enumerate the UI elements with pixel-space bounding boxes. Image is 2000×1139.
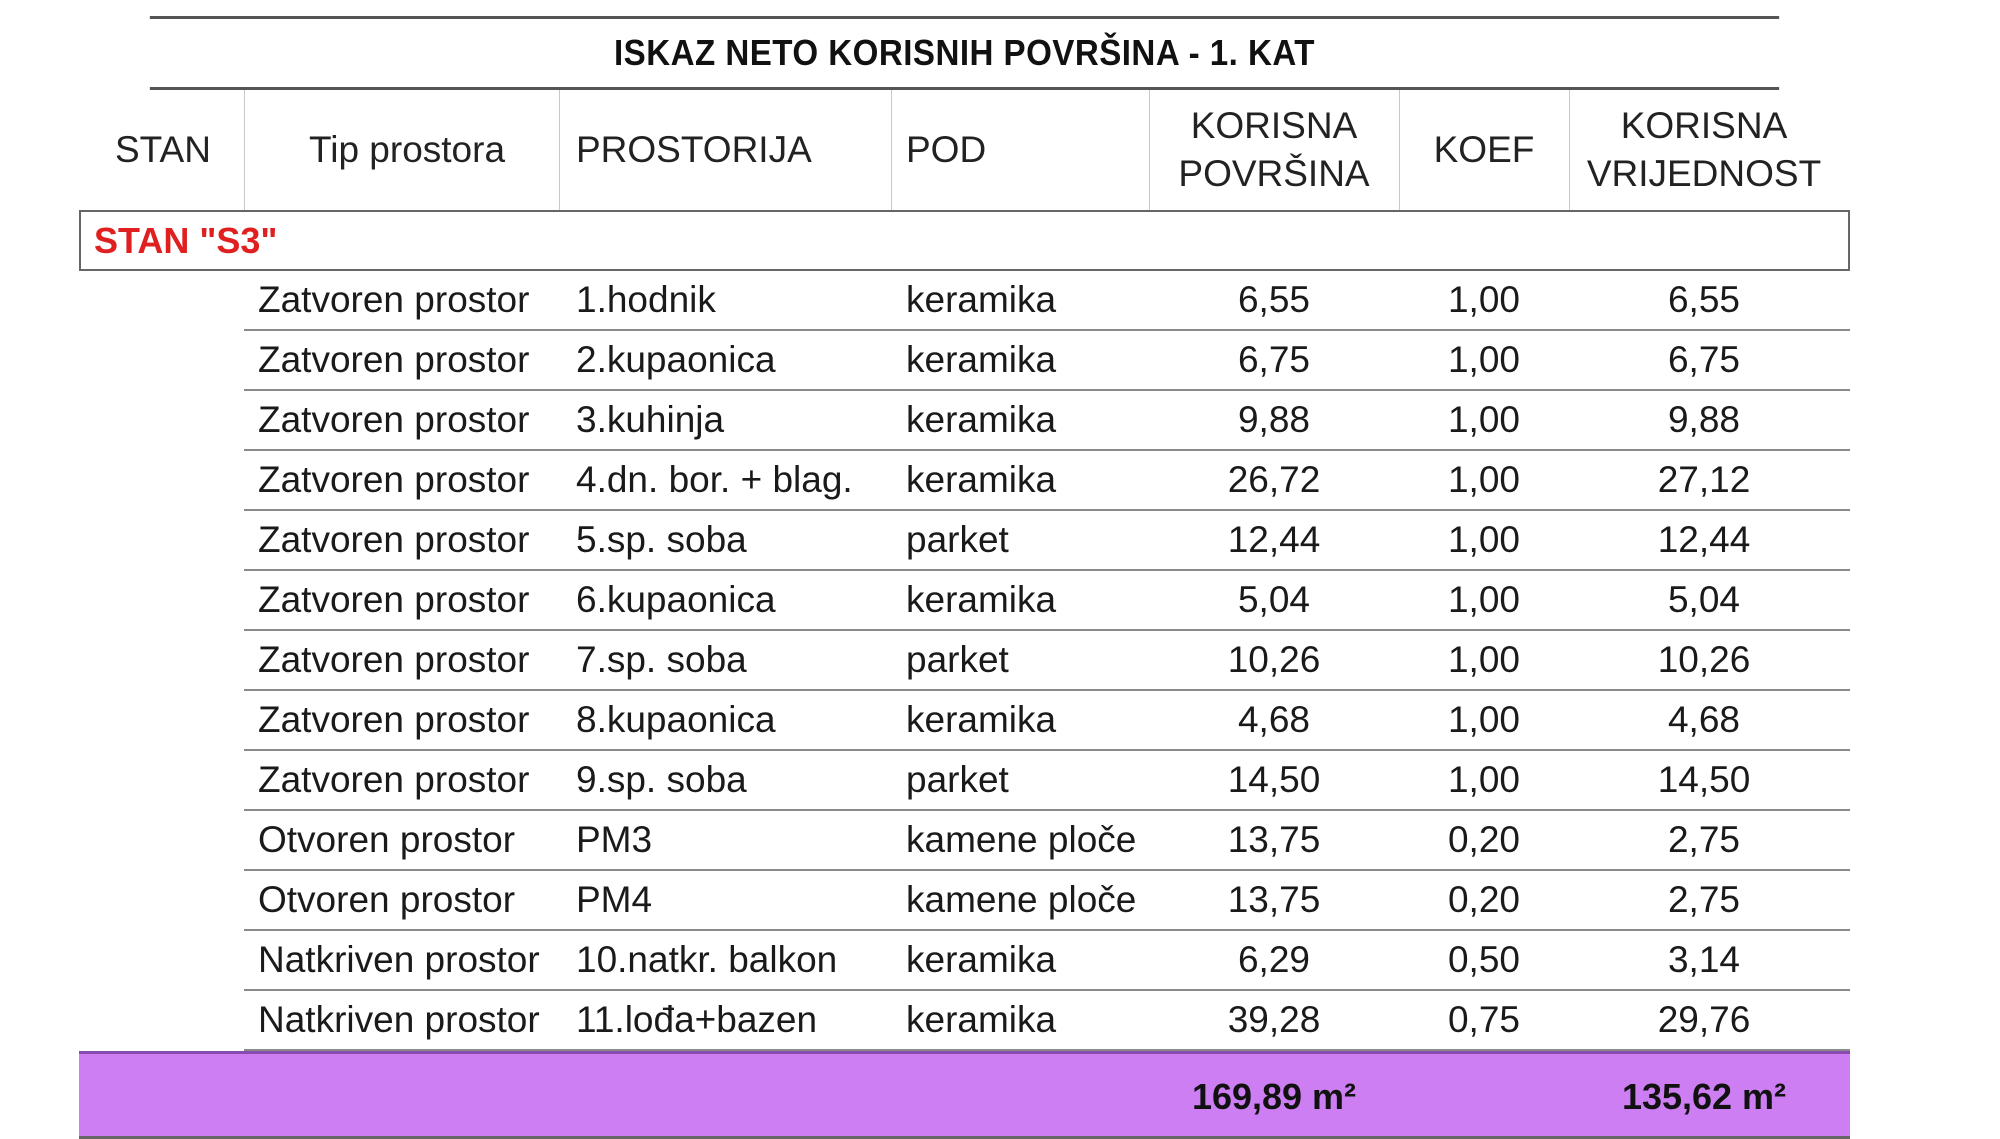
cell-prostorija: 6.kupaonica	[576, 579, 776, 620]
cell-korisna-povrsina: 39,28	[1227, 999, 1321, 1040]
cell-koef: 0,50	[1447, 939, 1520, 980]
cell-tip-prostora: Zatvoren prostor	[258, 279, 530, 320]
cell-pod: keramika	[906, 699, 1057, 740]
cell-koef: 1,00	[1447, 759, 1520, 800]
cell-tip-prostora: Zatvoren prostor	[258, 459, 530, 500]
cell-pod: keramika	[906, 399, 1057, 440]
table-row	[79, 991, 1850, 1051]
cell-prostorija: 2.kupaonica	[576, 339, 776, 380]
cell-koef: 0,20	[1447, 879, 1520, 920]
cell-prostorija: PM4	[576, 879, 653, 920]
cell-koef: 1,00	[1447, 459, 1520, 500]
cell-korisna-povrsina: 13,75	[1227, 879, 1321, 920]
table-row	[79, 691, 1850, 751]
cell-prostorija: 1.hodnik	[576, 279, 716, 320]
cell-korisna-vrijednost: 4,68	[1667, 699, 1740, 740]
cell-korisna-vrijednost: 9,88	[1667, 399, 1740, 440]
table-row	[79, 571, 1850, 631]
cell-koef: 1,00	[1447, 399, 1520, 440]
cell-korisna-povrsina: 26,72	[1227, 459, 1321, 500]
cell-tip-prostora: Natkriven prostor	[258, 999, 540, 1040]
cell-tip-prostora: Zatvoren prostor	[258, 699, 530, 740]
cell-pod: parket	[906, 519, 1009, 560]
table-row	[79, 931, 1850, 991]
cell-korisna-vrijednost: 29,76	[1657, 999, 1751, 1040]
cell-prostorija: 10.natkr. balkon	[576, 939, 838, 980]
header-divider	[1399, 90, 1400, 210]
header-divider	[244, 90, 245, 210]
header-stan: STAN	[115, 129, 211, 170]
cell-pod: parket	[906, 639, 1009, 680]
cell-koef: 1,00	[1447, 279, 1520, 320]
cell-koef: 1,00	[1447, 519, 1520, 560]
table-row	[79, 631, 1850, 691]
total-korisna-vrijednost: 135,62 m²	[1621, 1075, 1787, 1117]
cell-korisna-vrijednost: 3,14	[1667, 939, 1740, 980]
cell-prostorija: 8.kupaonica	[576, 699, 776, 740]
cell-tip-prostora: Zatvoren prostor	[258, 639, 530, 680]
table-row	[79, 331, 1850, 391]
table-title: ISKAZ NETO KORISNIH POVRŠINA - 1. KAT	[150, 16, 1779, 90]
header-korisna-povrsina	[1164, 90, 1384, 210]
cell-korisna-povrsina: 6,55	[1237, 279, 1310, 320]
cell-koef: 1,00	[1447, 699, 1520, 740]
cell-korisna-vrijednost: 2,75	[1667, 879, 1740, 920]
cell-tip-prostora: Otvoren prostor	[258, 879, 516, 920]
cell-pod: kamene ploče	[906, 879, 1137, 920]
cell-koef: 0,20	[1447, 819, 1520, 860]
cell-korisna-povrsina: 5,04	[1237, 579, 1310, 620]
cell-korisna-vrijednost: 2,75	[1667, 819, 1740, 860]
cell-korisna-povrsina: 14,50	[1227, 759, 1321, 800]
cell-pod: keramika	[906, 579, 1057, 620]
cell-koef: 0,75	[1447, 999, 1520, 1040]
cell-prostorija: 4.dn. bor. + blag.	[576, 459, 853, 500]
header-korisna-vrijednost-line1: KORISNA	[1620, 105, 1788, 146]
table-body	[79, 271, 1850, 1051]
cell-korisna-povrsina: 4,68	[1237, 699, 1310, 740]
totals-row	[79, 1051, 1850, 1139]
table-row	[79, 811, 1850, 871]
cell-pod: keramika	[906, 939, 1057, 980]
cell-prostorija: 7.sp. soba	[576, 639, 747, 680]
header-korisna-povrsina-line1: KORISNA	[1190, 105, 1358, 146]
header-divider	[1149, 90, 1150, 210]
header-korisna-povrsina-line2: POVRŠINA	[1178, 153, 1370, 194]
cell-tip-prostora: Zatvoren prostor	[258, 399, 530, 440]
cell-korisna-povrsina: 6,75	[1237, 339, 1310, 380]
cell-pod: parket	[906, 759, 1009, 800]
cell-korisna-vrijednost: 5,04	[1667, 579, 1740, 620]
cell-korisna-povrsina: 10,26	[1227, 639, 1321, 680]
cell-pod: keramika	[906, 279, 1057, 320]
cell-tip-prostora: Otvoren prostor	[258, 819, 516, 860]
cell-korisna-povrsina: 6,29	[1237, 939, 1310, 980]
cell-korisna-vrijednost: 6,75	[1667, 339, 1740, 380]
header-koef: KOEF	[1433, 129, 1535, 170]
table-row	[79, 871, 1850, 931]
cell-prostorija: 5.sp. soba	[576, 519, 747, 560]
header-tip-prostora: Tip prostora	[309, 129, 506, 170]
cell-korisna-vrijednost: 6,55	[1667, 279, 1740, 320]
cell-pod: keramika	[906, 339, 1057, 380]
cell-korisna-vrijednost: 12,44	[1657, 519, 1751, 560]
header-korisna-vrijednost-line2: VRIJEDNOST	[1586, 153, 1822, 194]
total-korisna-povrsina: 169,89 m²	[1191, 1075, 1357, 1117]
cell-korisna-povrsina: 9,88	[1237, 399, 1310, 440]
cell-korisna-vrijednost: 14,50	[1657, 759, 1751, 800]
cell-prostorija: 3.kuhinja	[576, 399, 725, 440]
header-divider	[891, 90, 892, 210]
table-row	[79, 511, 1850, 571]
cell-pod: keramika	[906, 459, 1057, 500]
table-row	[79, 451, 1850, 511]
cell-korisna-vrijednost: 10,26	[1657, 639, 1751, 680]
header-prostorija: PROSTORIJA	[576, 129, 812, 170]
cell-korisna-vrijednost: 27,12	[1657, 459, 1751, 500]
cell-tip-prostora: Natkriven prostor	[258, 939, 540, 980]
cell-tip-prostora: Zatvoren prostor	[258, 759, 530, 800]
cell-tip-prostora: Zatvoren prostor	[258, 339, 530, 380]
area-table-sheet	[79, 0, 1850, 1139]
cell-koef: 1,00	[1447, 339, 1520, 380]
cell-prostorija: PM3	[576, 819, 653, 860]
table-row	[79, 391, 1850, 451]
cell-prostorija: 9.sp. soba	[576, 759, 747, 800]
section-stan-s3: STAN "S3"	[79, 210, 1850, 271]
header-divider	[1569, 90, 1570, 210]
cell-pod: kamene ploče	[906, 819, 1137, 860]
header-korisna-vrijednost	[1579, 90, 1829, 210]
cell-tip-prostora: Zatvoren prostor	[258, 579, 530, 620]
cell-koef: 1,00	[1447, 579, 1520, 620]
cell-korisna-povrsina: 13,75	[1227, 819, 1321, 860]
cell-tip-prostora: Zatvoren prostor	[258, 519, 530, 560]
table-header	[79, 90, 1850, 210]
header-divider	[559, 90, 560, 210]
cell-korisna-povrsina: 12,44	[1227, 519, 1321, 560]
cell-koef: 1,00	[1447, 639, 1520, 680]
table-row	[79, 751, 1850, 811]
cell-pod: keramika	[906, 999, 1057, 1040]
cell-prostorija: 11.lođa+bazen	[576, 999, 818, 1040]
table-row	[79, 271, 1850, 331]
header-pod: POD	[906, 129, 987, 170]
